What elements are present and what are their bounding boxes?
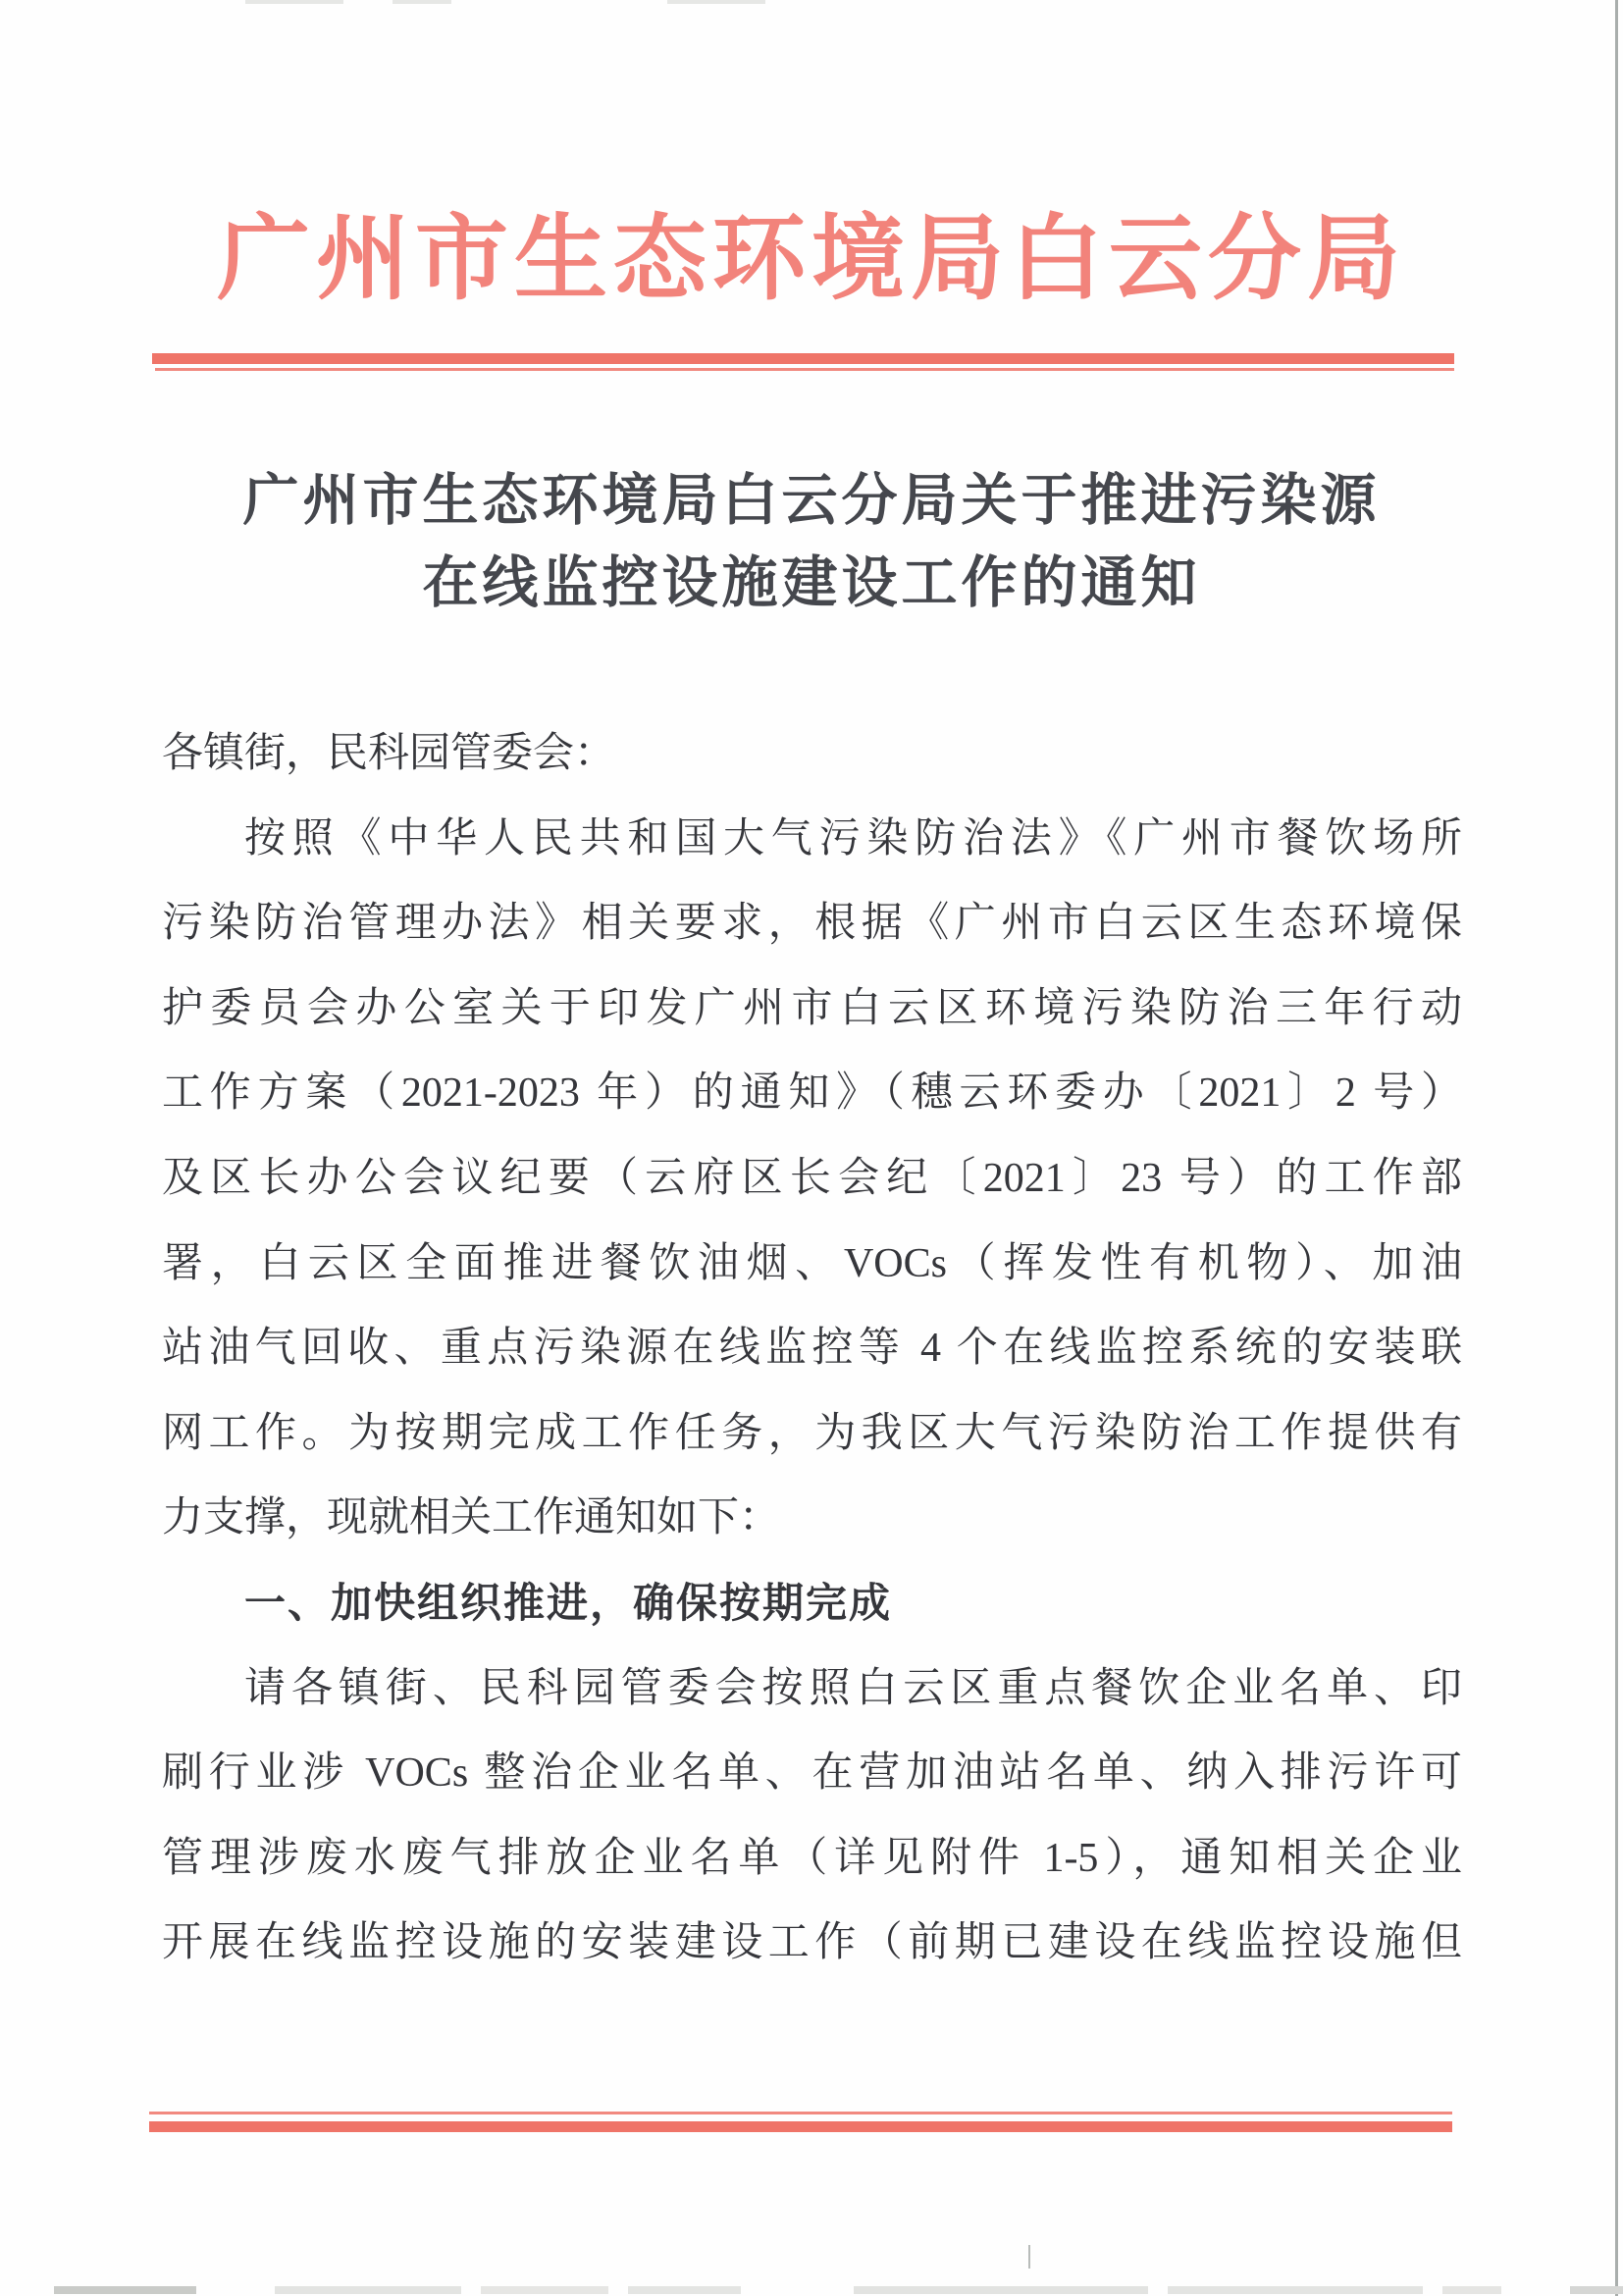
body-line: 刷行业涉 VOCs 整治企业名单、在营加油站名单、纳入排污许可 bbox=[162, 1750, 1462, 1797]
header-rule-thick bbox=[152, 353, 1454, 364]
scan-artifact bbox=[245, 0, 343, 4]
body-line: 按照《中华人民共和国大气污染防治法》《广州市餐饮场所 bbox=[244, 815, 1462, 861]
body-line: 署，白云区全面推进餐饮油烟、VOCs（挥发性有机物）、加油 bbox=[162, 1240, 1462, 1286]
section-heading: 一、加快组织推进，确保按期完成 bbox=[244, 1579, 893, 1626]
scan-artifact bbox=[393, 0, 451, 4]
document-title bbox=[0, 460, 1623, 625]
document-title-line-1: 广州市生态环境局白云分局关于推进污染源 bbox=[242, 470, 1381, 532]
scan-artifact bbox=[667, 0, 765, 4]
body-line: 工作方案（2021-2023 年）的通知》（穗云环委办〔2021〕2 号） bbox=[162, 1070, 1462, 1117]
scan-artifact bbox=[628, 2286, 741, 2294]
body-line: 污染防治管理办法》相关要求，根据《广州市白云区生态环境保 bbox=[162, 901, 1462, 947]
footer-rule-thick bbox=[149, 2121, 1452, 2132]
header-rule-thin bbox=[155, 368, 1454, 371]
body-line: 站油气回收、重点污染源在线监控等 4 个在线监控系统的安装联 bbox=[162, 1326, 1462, 1372]
body-line: 请各镇街、民科园管委会按照白云区重点餐饮企业名单、印 bbox=[244, 1665, 1462, 1711]
scan-artifact bbox=[1168, 2286, 1423, 2294]
salutation-line: 各镇街，民科园管委会： bbox=[162, 731, 616, 776]
agency-letterhead: 广州市生态环境局白云分局 bbox=[216, 207, 1406, 311]
footer-rule-thin bbox=[149, 2112, 1452, 2114]
body-line: 管理涉废水废气排放企业名单（详见附件 1-5），通知相关企业 bbox=[162, 1835, 1462, 1881]
scan-artifact bbox=[1570, 2286, 1623, 2294]
scan-artifact bbox=[1028, 2245, 1030, 2269]
body-line: 护委员会办公室关于印发广州市白云区环境污染防治三年行动 bbox=[162, 985, 1462, 1031]
scan-artifact bbox=[275, 2286, 461, 2294]
body-line: 及区长办公会议纪要（云府区长会纪〔2021〕23 号）的工作部 bbox=[162, 1155, 1462, 1201]
body-line: 力支撑，现就相关工作通知如下： bbox=[162, 1495, 781, 1541]
document-title-line-2: 在线监控设施建设工作的通知 bbox=[422, 552, 1201, 614]
body-line: 网工作。为按期完成工作任务，为我区大气污染防治工作提供有 bbox=[162, 1410, 1462, 1456]
body-line: 开展在线监控设施的安装建设工作（前期已建设在线监控设施但 bbox=[162, 1920, 1462, 1966]
scan-artifact bbox=[1442, 2286, 1501, 2294]
scan-artifact bbox=[54, 2286, 196, 2294]
scan-artifact bbox=[854, 2286, 1148, 2294]
scan-edge-artifact bbox=[1615, 0, 1618, 2296]
scan-artifact bbox=[481, 2286, 608, 2294]
document-body bbox=[162, 711, 1462, 1986]
